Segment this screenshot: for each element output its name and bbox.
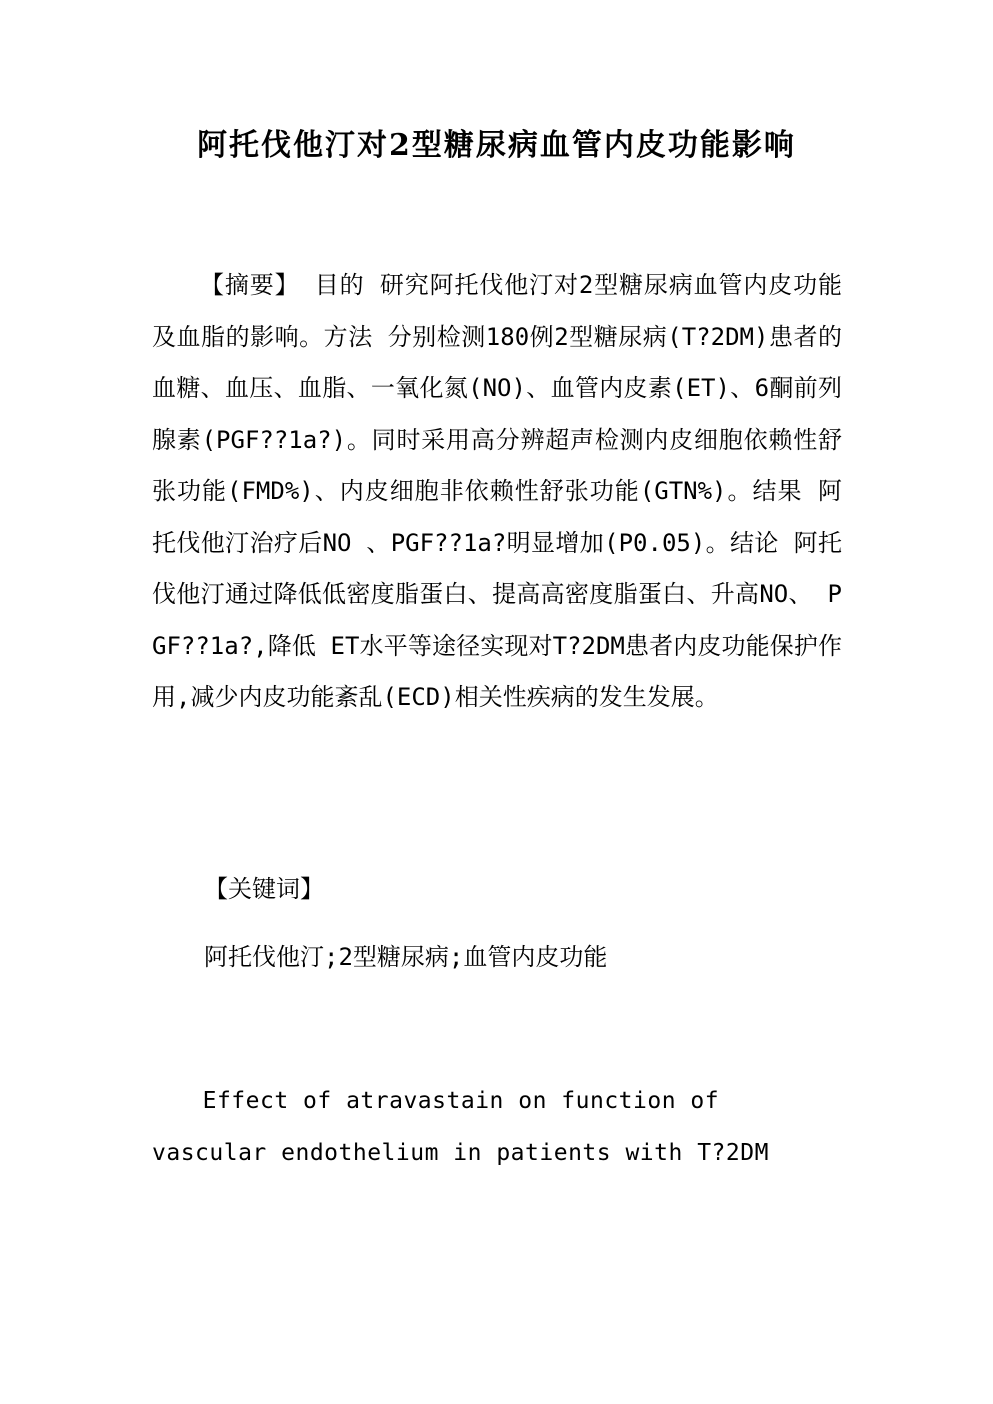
english-title: Effect of atravastain on function of vascular endothelium in patients with T?2DM [152,1088,769,1166]
keywords-label: 【关键词】 [204,875,324,903]
document-title: 阿托伐他汀对2型糖尿病血管内皮功能影响 [197,128,796,163]
abstract-paragraph [152,260,842,724]
keywords-text: 阿托伐他汀;2型糖尿病;血管内皮功能 [204,943,608,971]
abstract-label: 【摘要】 [200,271,300,299]
abstract-text: 目的 研究阿托伐他汀对2型糖尿病血管内皮功能及血脂的影响。方法 分别检测180例2型糖尿病(T?2DM)患者的血糖、血压、血脂、一氧化氮(NO)、血管内皮素(ET)、6酮前列腺素(PGF??1a?)。同时采用高分辨超声检测内皮细胞依赖性舒张功能(FMD%)、内皮细胞非依赖性舒张功能(GTN%)。结果 阿托伐他汀治疗后NO 、PGF??1a?明显增加(P0.05)。结论 阿托伐他汀通过降低低密度脂蛋白、提高高密度脂蛋白、升高NO、 PGF??1a?,降低 ET水平等途径实现对T?2DM患者内皮功能保护作用,减少内皮功能紊乱(ECD)相关性疾病的发生发展。 [152,271,842,711]
